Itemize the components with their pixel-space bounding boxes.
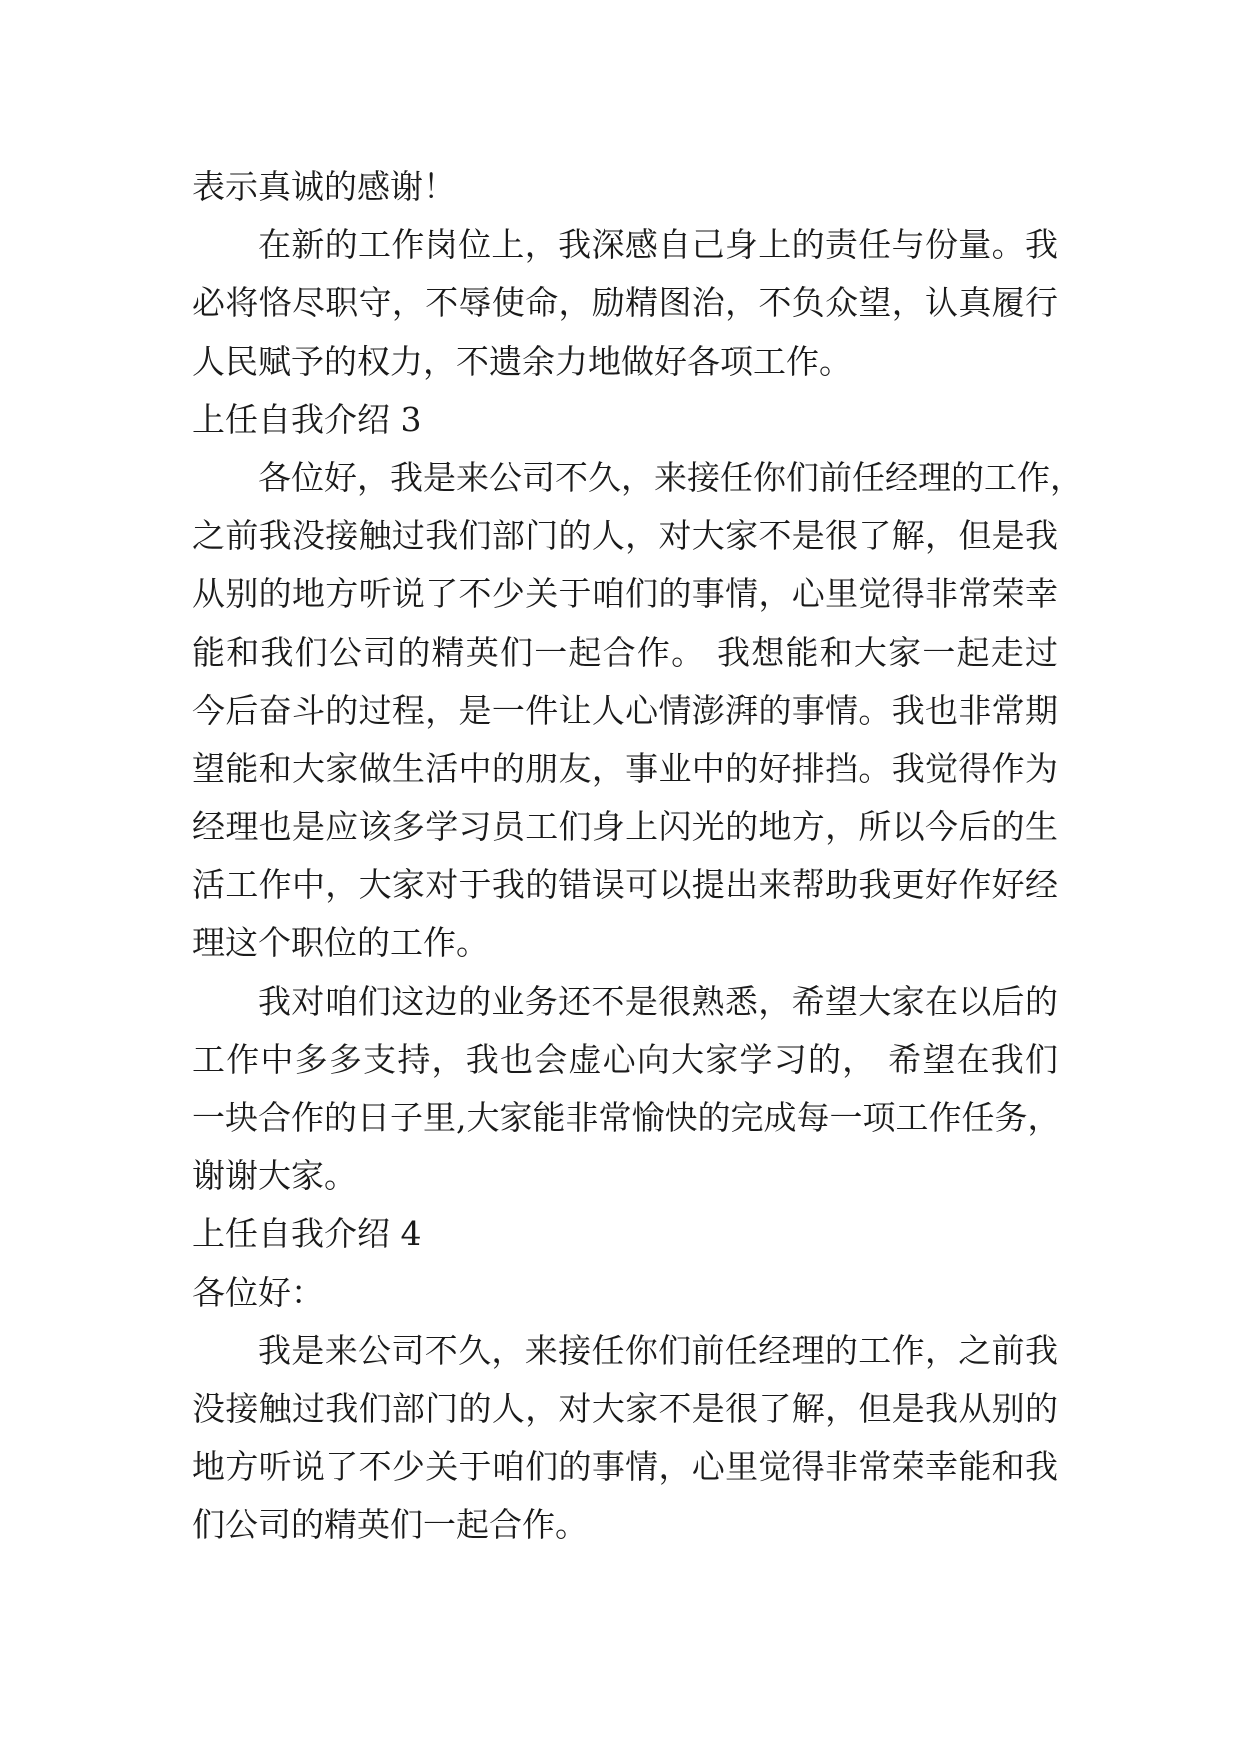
paragraph-line: 望能和大家做生活中的朋友，事业中的好排挡。我觉得作为 — [192, 748, 1058, 788]
paragraph-line: 地方听说了不少关于咱们的事情，心里觉得非常荣幸能和我 — [192, 1447, 1058, 1487]
paragraph-line: 能和我们公司的精英们一起合作。 我想能和大家一起走过 — [192, 632, 1058, 672]
paragraph-line: 理这个职位的工作。 — [192, 923, 489, 963]
paragraph-line: 经理也是应该多学习员工们身上闪光的地方，所以今后的生 — [192, 807, 1058, 847]
paragraph-line: 谢谢大家。 — [192, 1156, 357, 1196]
paragraph-line: 我是来公司不久，来接任你们前任经理的工作，之前我 — [258, 1330, 1058, 1370]
paragraph-line: 们公司的精英们一起合作。 — [192, 1505, 588, 1545]
paragraph-line: 必将恪尽职守，不辱使命，励精图治，不负众望，认真履行 — [192, 283, 1058, 323]
paragraph-line: 之前我没接触过我们部门的人，对大家不是很了解，但是我 — [192, 516, 1058, 556]
paragraph-line: 各位好： — [192, 1272, 324, 1312]
document-body — [192, 158, 1083, 1555]
paragraph-line: 我对咱们这边的业务还不是很熟悉，希望大家在以后的 — [258, 981, 1058, 1021]
paragraph-line: 一块合作的日子里,大家能非常愉快的完成每一项工作任务， — [192, 1098, 1061, 1137]
paragraph-line: 今后奋斗的过程，是一件让人心情澎湃的事情。我也非常期 — [192, 690, 1058, 730]
paragraph-line: 从别的地方听说了不少关于咱们的事情，心里觉得非常荣幸 — [192, 574, 1058, 614]
paragraph-line: 工作中多多支持，我也会虚心向大家学习的， 希望在我们 — [192, 1039, 1058, 1079]
paragraph-line: 没接触过我们部门的人，对大家不是很了解，但是我从别的 — [192, 1388, 1058, 1428]
paragraph-line: 表示真诚的感谢！ — [192, 167, 456, 206]
paragraph-line: 活工作中，大家对于我的错误可以提出来帮助我更好作好经 — [192, 865, 1058, 905]
paragraph-line: 各位好，我是来公司不久，来接任你们前任经理的工作， — [258, 457, 1083, 497]
section-heading: 上任自我介绍 4 — [192, 1214, 422, 1254]
section-heading: 上任自我介绍 3 — [192, 399, 422, 439]
paragraph-line: 人民赋予的权力，不遗余力地做好各项工作。 — [192, 341, 852, 381]
paragraph-line: 在新的工作岗位上，我深感自己身上的责任与份量。我 — [258, 225, 1058, 265]
